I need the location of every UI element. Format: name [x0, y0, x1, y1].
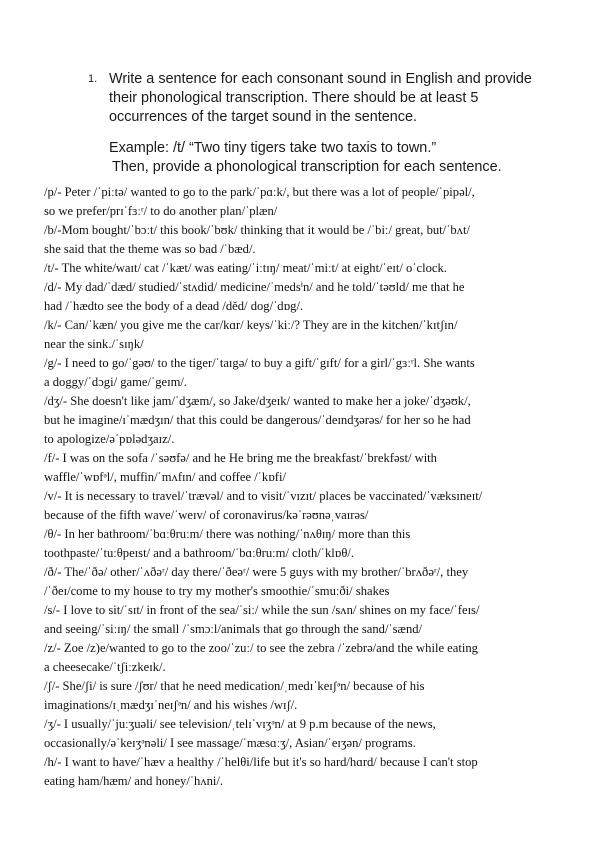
- transcription-line: and seeing/ˈsiːɪŋ/ the small /ˈsmɔːl/animals that go through the sand/ˈsænd/: [44, 622, 423, 636]
- transcription-line: /θ/- In her bathroom/ˈbɑːθruːm/ there was nothing/ˈnʌθɪŋ/ more than this: [44, 527, 411, 541]
- transcription-line: occasionally/əˈkeɪʒᵊnəli/ I see massage/ˈmæsɑːʒ/, Asian/ˈeɪʒən/ programs.: [44, 736, 416, 750]
- transcription-line: /dʒ/- She doesn't like jam/ˈdʒæm/, so Jake/dʒeɪk/ wanted to make her a joke/ˈdʒəʊk/,: [44, 394, 471, 408]
- transcription-line: so we prefer/prɪˈfɜːʳ/ to do another plan/ˈplæn/: [44, 204, 278, 218]
- then-line: Then, provide a phonological transcription for each sentence.: [112, 159, 502, 175]
- list-number: 1.: [88, 73, 98, 85]
- transcription-line: /ʒ/- I usually/ˈjuːʒuəli/ see television/ˌtelɪˈvɪʒᵊn/ at 9 p.m because of the news,: [44, 717, 436, 731]
- transcription-line: a cheesecake/ˈtʃiːzkeɪk/.: [44, 660, 166, 674]
- transcription-line: /ʃ/- She/ʃi/ is sure /ʃʊr/ that he need medication/ˌmedɪˈkeɪʃᵊn/ because of his: [44, 679, 425, 693]
- transcription-line: /ˈðeɪ/come to my house to try my mother's smoothie/ˈsmuːði/ shakes: [44, 584, 390, 598]
- transcription-list: [44, 183, 564, 791]
- instruction-line: occurrences of the target sound in the sentence.: [109, 109, 417, 125]
- transcription-line: but he imagine/ɪˈmædʒɪn/ that this could be dangerous/ˈdeɪndʒərəs/ for her so he had: [44, 413, 471, 427]
- transcription-line: waffle/ˈwɒfᵊl/, muffin/ˈmʌfɪn/ and coffee /ˈkɒfi/: [44, 470, 286, 484]
- transcription-line: /g/- I need to go/ˈgəʊ/ to the tiger/ˈtaɪgə/ to buy a gift/ˈgɪft/ for a girl/ˈgɜːʳl. She wants: [44, 356, 475, 370]
- transcription-line: /f/- I was on the sofa /ˈsəʊfə/ and he He bring me the breakfast/ˈbrekfəst/ with: [44, 451, 437, 465]
- transcription-line: /d/- My dad/ˈdæd/ studied/ˈstʌdid/ medicine/ˈmedsⁱn/ and he told/ˈtəʊld/ me that he: [44, 280, 465, 294]
- example-line: Example: /t/ “Two tiny tigers take two taxis to town.”: [109, 140, 437, 156]
- transcription-line: /ð/- The/ˈðə/ other/ˈʌðəʳ/ day there/ˈðeəʳ/ were 5 guys with my brother/ˈbrʌðəʳ/, they: [44, 565, 469, 579]
- transcription-line: she said that the theme was so bad /ˈbæd/.: [44, 242, 256, 256]
- transcription-line: /s/- I love to sit/ˈsɪt/ in front of the sea/ˈsiː/ while the sun /sʌn/ shines on my face/ˈfeɪs/: [44, 603, 480, 617]
- instruction-line: Write a sentence for each consonant sound in English and provide: [109, 71, 532, 87]
- instruction-line: their phonological transcription. There should be at least 5: [109, 90, 479, 106]
- transcription-line: /b/-Mom bought/ˈbɔːt/ this book/ˈbʊk/ thinking that it would be /ˈbiː/ great, but/ˈbʌt/: [44, 223, 470, 237]
- transcription-line: eating ham/hæm/ and honey/ˈhʌni/.: [44, 774, 224, 788]
- transcription-line: had /ˈhædto see the body of a dead /děd/ dog/ˈdɒg/.: [44, 299, 304, 313]
- transcription-line: /z/- Zoe /z)e/wanted to go to the zoo/ˈzuː/ to see the zebra /ˈzebrə/and the while eating: [44, 641, 478, 655]
- transcription-line: because of the fifth wave/ˈweɪv/ of coronavirus/kəˈrəʊnəˌvaɪrəs/: [44, 508, 369, 522]
- transcription-line: a doggy/ˈdɔgi/ game/ˈgeɪm/.: [44, 375, 188, 389]
- transcription-line: imaginations/ɪˌmædʒɪˈneɪʃᵊn/ and his wishes /wɪʃ/.: [44, 698, 298, 712]
- transcription-line: /k/- Can/ˈkæn/ you give me the car/kɑr/ keys/ˈkiː/? They are in the kitchen/ˈkɪtʃɪn/: [44, 318, 458, 332]
- transcription-line: /h/- I want to have/ˈhæv a healthy /ˈhelθi/life but it's so hard/hɑrd/ because I can't stop: [44, 755, 478, 769]
- transcription-line: toothpaste/ˈtuːθpeɪst/ and a bathroom/ˈbɑːθruːm/ cloth/ˈklɒθ/.: [44, 546, 355, 560]
- transcription-line: /t/- The white/waɪt/ cat /ˈkæt/ was eating/ˈiːtɪŋ/ meat/ˈmiːt/ at eight/ˈeɪt/ oˈclock.: [44, 261, 447, 275]
- instructions-block: [88, 70, 568, 177]
- transcription-line: to apologize/əˈpɒlədʒaɪz/.: [44, 432, 175, 446]
- transcription-line: /v/- It is necessary to travel/ˈtrævəl/ and to visit/ˈvɪzɪt/ places be vaccinated/ˈvæksɪneɪt/: [44, 489, 483, 503]
- transcription-line: near the sink./ˈsɪŋk/: [44, 337, 144, 351]
- transcription-line: /p/- Peter /ˈpiːtə/ wanted to go to the park/ˈpɑːk/, but there was a lot of people/ˈpipəl/,: [44, 185, 475, 199]
